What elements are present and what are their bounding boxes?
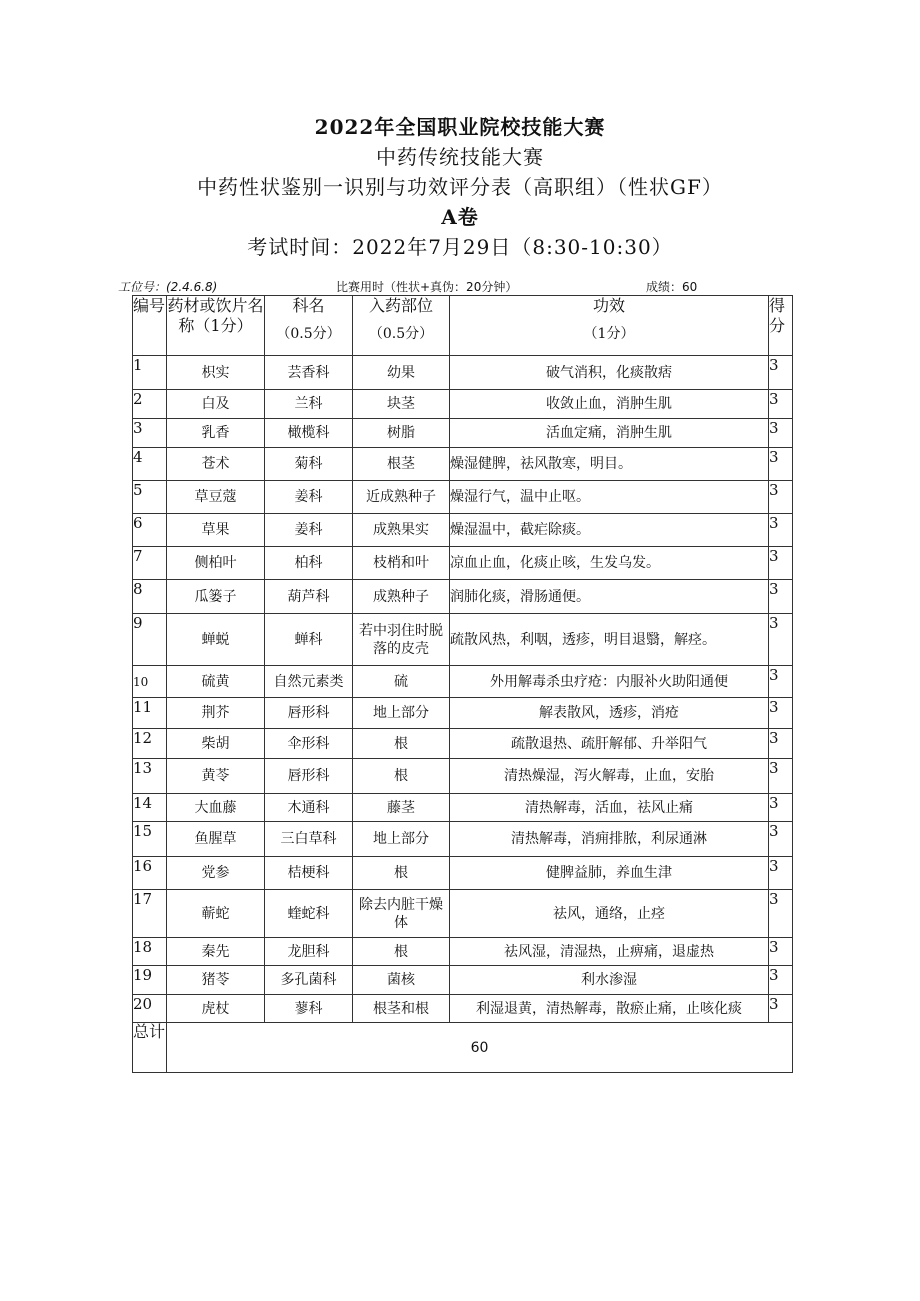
title-line: A卷 [441,205,479,229]
header-effect-label: 功效 [592,296,625,315]
cell-effect: 破气消积，化痰散痞 [450,356,769,390]
cell-name: 虎杖 [167,995,265,1023]
cell-part: 地上部分 [353,822,450,857]
table-row [133,580,793,614]
cell-effect: 利湿退黄，清热解毒，散瘀止痛，止咳化痰 [450,995,769,1023]
table-row [133,822,793,857]
cell-family: 三白草科 [265,822,353,857]
table-row [133,794,793,822]
cell-number: 6 [133,514,167,547]
cell-part: 菌核 [353,966,450,995]
table-row [133,698,793,729]
cell-score: 3 [769,822,793,857]
cell-name: 草果 [167,514,265,547]
cell-number: 2 [133,390,167,419]
header-row [133,296,793,356]
cell-effect: 清热燥湿，泻火解毒，止血，安胎 [450,759,769,794]
cell-name: 黄苓 [167,759,265,794]
cell-score: 3 [769,938,793,966]
cell-score: 3 [769,794,793,822]
cell-part: 树脂 [353,419,450,448]
cell-name: 硫黄 [167,666,265,698]
cell-name: 鱼腥草 [167,822,265,857]
cell-number: 3 [133,419,167,448]
cell-score: 3 [769,547,793,580]
cell-number: 8 [133,580,167,614]
cell-part: 枝梢和叶 [353,547,450,580]
cell-family: 橄榄科 [265,419,353,448]
cell-number: 1 [133,356,167,390]
cell-family: 柏科 [265,547,353,580]
cell-score: 3 [769,614,793,666]
cell-name: 蕲蛇 [167,890,265,938]
cell-effect: 活血定痛，消肿生肌 [450,419,769,448]
cell-score: 3 [769,390,793,419]
cell-family: 龙胆科 [265,938,353,966]
cell-effect: 健脾益肺，养血生津 [450,857,769,890]
header-family-label: 科名 [292,296,325,315]
time-used: 比赛用时（性状+真伪：20分钟） [336,280,518,294]
cell-family: 兰科 [265,390,353,419]
title-line: 2022年全国职业院校技能大赛 [314,115,606,139]
cell-family: 唇形科 [265,759,353,794]
header-name: 药材或饮片名称（1分） [167,296,265,356]
cell-family: 菊科 [265,448,353,481]
scoring-table [132,295,793,1073]
total-label: 总计 [133,1023,167,1073]
cell-score: 3 [769,729,793,759]
cell-number: 5 [133,481,167,514]
header-number: 编号 [133,296,167,356]
header-score: 得分 [769,296,793,356]
result-score: 成绩：60 [646,280,698,294]
cell-name: 蝉蜕 [167,614,265,666]
cell-family: 蝉科 [265,614,353,666]
cell-effect: 收敛止血，消肿生肌 [450,390,769,419]
table-row [133,666,793,698]
table-row [133,614,793,666]
cell-part: 根茎和根 [353,995,450,1023]
cell-effect: 祛风湿，清湿热，止痹痛，退虚热 [450,938,769,966]
table-row [133,356,793,390]
header-family-score: （0.5分） [276,326,341,342]
cell-part: 成熟果实 [353,514,450,547]
cell-score: 3 [769,890,793,938]
cell-part: 除去内脏干燥体 [353,890,450,938]
cell-name: 枳实 [167,356,265,390]
total-row [133,1023,793,1073]
table-row [133,938,793,966]
cell-score: 3 [769,448,793,481]
title-line: 考试时间：2022年7月29日（8:30-10:30） [247,235,673,259]
cell-part: 根 [353,857,450,890]
cell-part: 近成熟种子 [353,481,450,514]
cell-effect: 利水渗湿 [450,966,769,995]
header-effect [450,296,769,356]
cell-name: 白及 [167,390,265,419]
cell-part: 根茎 [353,448,450,481]
cell-family: 木通科 [265,794,353,822]
cell-family: 姜科 [265,514,353,547]
cell-name: 侧柏叶 [167,547,265,580]
cell-effect: 清热解毒，消痈排脓，利尿通淋 [450,822,769,857]
cell-number: 16 [133,857,167,890]
cell-score: 3 [769,481,793,514]
cell-name: 荆芥 [167,698,265,729]
cell-part: 块茎 [353,390,450,419]
cell-number: 7 [133,547,167,580]
table-row [133,514,793,547]
header-part-score: （0.5分） [368,326,434,342]
table-row [133,995,793,1023]
cell-score: 3 [769,514,793,547]
cell-number: 19 [133,966,167,995]
table-row [133,890,793,938]
cell-family: 唇形科 [265,698,353,729]
table-row [133,729,793,759]
meta-line [118,279,798,295]
total-value: 60 [167,1023,793,1073]
table-row [133,390,793,419]
cell-family: 芸香科 [265,356,353,390]
cell-score: 3 [769,356,793,390]
table-row [133,857,793,890]
cell-effect: 清热解毒，活血，祛风止痛 [450,794,769,822]
cell-family: 多孔菌科 [265,966,353,995]
cell-score: 3 [769,666,793,698]
cell-score: 3 [769,759,793,794]
cell-family: 桔梗科 [265,857,353,890]
header-part-label: 入药部位 [368,296,433,315]
cell-part: 成熟种子 [353,580,450,614]
title-line: 中药传统技能大赛 [376,145,544,169]
table-row [133,547,793,580]
cell-family: 蝰蛇科 [265,890,353,938]
title-line: 中药性状鉴别一识别与功效评分表（高职组）（性状GF） [197,175,723,199]
header-effect-score: （1分） [583,326,635,342]
cell-name: 乳香 [167,419,265,448]
table-row [133,419,793,448]
table-row [133,481,793,514]
cell-number: 15 [133,822,167,857]
table-row [133,448,793,481]
title-block [0,112,920,262]
cell-name: 秦先 [167,938,265,966]
cell-number: 18 [133,938,167,966]
cell-score: 3 [769,698,793,729]
cell-score: 3 [769,419,793,448]
cell-family: 蓼科 [265,995,353,1023]
cell-name: 党参 [167,857,265,890]
cell-number: 17 [133,890,167,938]
cell-number: 13 [133,759,167,794]
cell-name: 苍术 [167,448,265,481]
table-row [133,966,793,995]
cell-family: 葫芦科 [265,580,353,614]
cell-name: 大血藤 [167,794,265,822]
cell-effect: 疏散风热，利咽，透疹，明目退翳，解痉。 [450,614,769,666]
cell-part: 藤茎 [353,794,450,822]
cell-name: 柴胡 [167,729,265,759]
cell-effect: 凉血止血，化痰止咳，生发乌发。 [450,547,769,580]
table-row [133,759,793,794]
cell-family: 姜科 [265,481,353,514]
cell-score: 3 [769,966,793,995]
cell-effect: 外用解毒杀虫疗疮：内服补火助阳通便 [450,666,769,698]
cell-part: 根 [353,759,450,794]
cell-part: 硫 [353,666,450,698]
station-number: 工位号：(2.4.6.8) [118,280,218,294]
cell-score: 3 [769,857,793,890]
cell-name: 猪苓 [167,966,265,995]
cell-number: 14 [133,794,167,822]
cell-part: 根 [353,729,450,759]
cell-family: 伞形科 [265,729,353,759]
cell-effect: 燥湿行气，温中止呕。 [450,481,769,514]
cell-name: 瓜篓子 [167,580,265,614]
cell-score: 3 [769,995,793,1023]
cell-part: 幼果 [353,356,450,390]
cell-effect: 燥湿健脾，祛风散寒，明目。 [450,448,769,481]
cell-family: 自然元素类 [265,666,353,698]
cell-number: 11 [133,698,167,729]
cell-part: 地上部分 [353,698,450,729]
cell-number: 12 [133,729,167,759]
cell-part: 根 [353,938,450,966]
cell-name: 草豆蔻 [167,481,265,514]
header-part [353,296,450,356]
cell-score: 3 [769,580,793,614]
cell-effect: 解表散风，透疹，消疮 [450,698,769,729]
cell-effect: 疏散退热、疏肝解郁、升举阳气 [450,729,769,759]
cell-number: 4 [133,448,167,481]
cell-effect: 润肺化痰，滑肠通便。 [450,580,769,614]
header-family [265,296,353,356]
cell-effect: 祛风，通络，止痉 [450,890,769,938]
cell-number: 9 [133,614,167,666]
cell-number: 10 [133,666,167,698]
cell-effect: 燥湿温中，截疟除痰。 [450,514,769,547]
cell-part: 若中羽住时脱落的皮壳 [353,614,450,666]
cell-number: 20 [133,995,167,1023]
